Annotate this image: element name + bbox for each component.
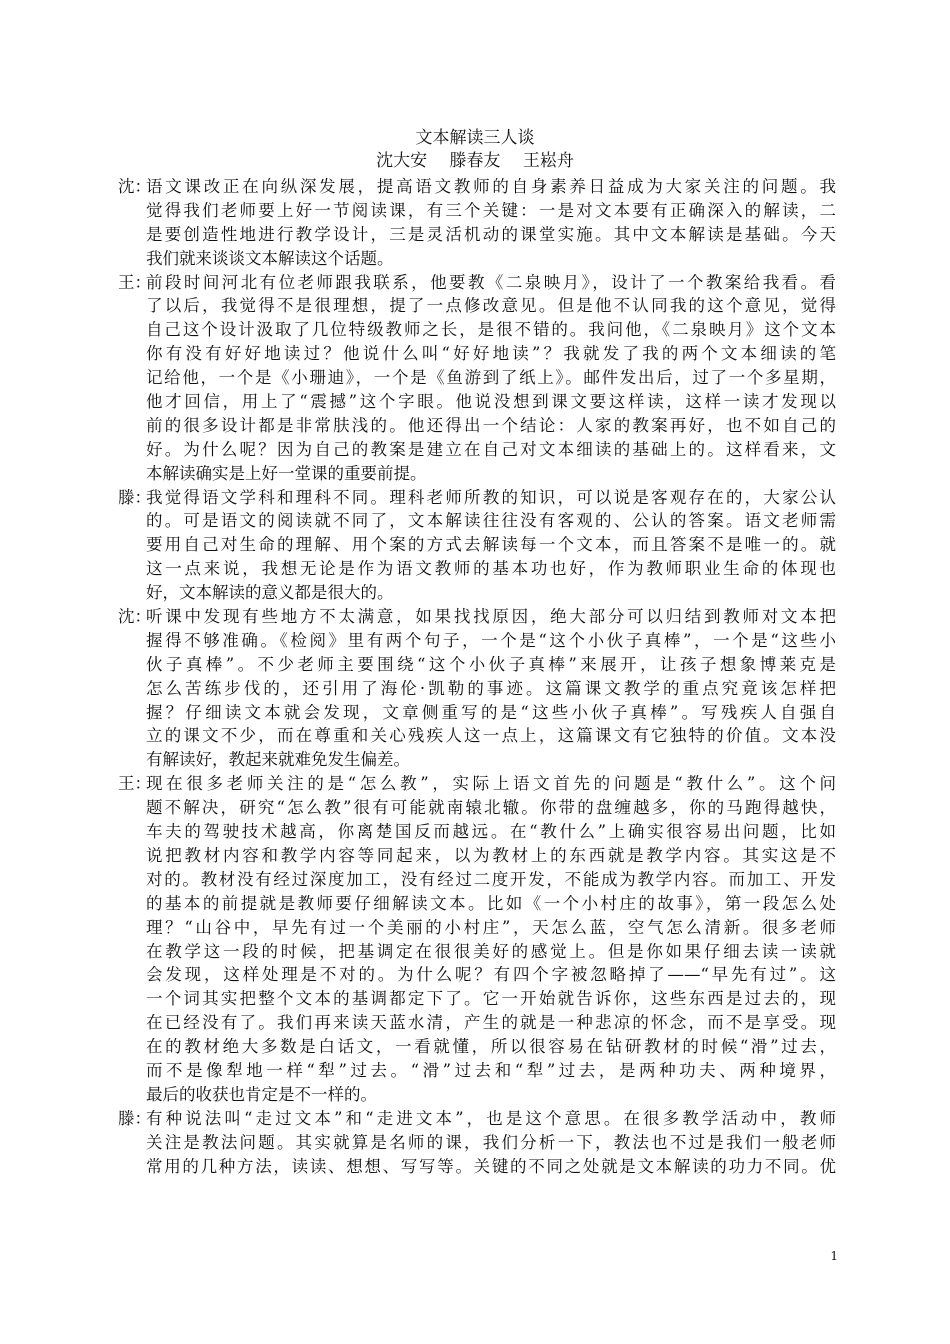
text-line: 题不解决，研究“怎么教”很有可能就南辕北辙。你带的盘缠越多，你的马跑得越快， xyxy=(146,798,836,818)
text-line: 一个词其实把整个文本的基调都定下了。它一开始就告诉你，这些东西是过去的，现 xyxy=(146,989,836,1009)
text-line: 会发现，这样处理是不对的。为什么呢？有四个字被忽略掉了——“早先有过”。这 xyxy=(146,965,836,985)
text-line: 的。可是语文的阅读就不同了，文本解读往往没有客观的、公认的答案。语文老师需 xyxy=(146,511,836,531)
dialogue-paragraph xyxy=(118,175,836,271)
document-authors: 沈大安 滕春友 王崧舟 xyxy=(376,151,574,171)
speaker-label: 王： xyxy=(118,774,151,794)
text-line: 本解读确实是上好一堂课的重要前提。 xyxy=(146,463,427,483)
text-line: 伙子真棒”。不少老师主要围绕“这个小伙子真棒”来展开，让孩子想象博莱克是 xyxy=(146,654,836,674)
text-line: 前的很多设计都是非常肤浅的。他还得出一个结论：人家的教案再好，也不如自己的 xyxy=(146,415,836,435)
text-line: 我们就来谈谈文本解读这个话题。 xyxy=(146,248,394,268)
text-line: 在教学这一段的时候，把基调定在很很美好的感觉上。但是你如果仔细去读一读就 xyxy=(146,941,836,961)
text-line: 关注是教法问题。其实就算是名师的课，我们分析一下，教法也不过是我们一般老师 xyxy=(146,1132,836,1152)
dialogue-paragraph xyxy=(118,1107,836,1179)
dialogue-paragraph xyxy=(118,605,836,772)
text-line: 常用的几种方法，读读、想想、写写等。关键的不同之处就是文本解读的功力不同。优 xyxy=(146,1156,836,1176)
text-line: 在的教材绝大多数是白话文，一看就懂，所以很容易在钻研教材的时候“滑”过去， xyxy=(146,1037,836,1057)
dialogue-paragraph xyxy=(118,772,836,1106)
text-line: 我觉得语文学科和理科不同。理科老师所教的知识，可以说是客观存在的，大家公认 xyxy=(146,487,836,507)
text-line: 你有没有好好地读过？他说什么叫“好好地读”？我就发了我的两个文本细读的笔 xyxy=(146,344,836,364)
text-line: 在已经没有了。我们再来读天蓝水清，产生的就是一种悲凉的怀念，而不是享受。现 xyxy=(146,1013,836,1033)
speaker-label: 沈： xyxy=(118,177,151,196)
text-line: 他才回信，用上了“震撼”这个字眼。他说没想到课文要这样读，这样一读才发现以 xyxy=(146,392,836,412)
speaker-label: 沈： xyxy=(118,607,151,627)
text-line: 语文课改正在向纵深发展，提高语文教师的自身素养日益成为大家关注的问题。我 xyxy=(146,177,836,196)
text-line: 前段时间河北有位老师跟我联系，他要教《二泉映月》，设计了一个教案给我看。看 xyxy=(146,272,836,292)
text-line: 自己这个设计汲取了几位特级教师之长，是很不错的。我问他，《二泉映月》这个文本 xyxy=(146,320,836,340)
paragraph-text xyxy=(146,605,836,772)
document-body xyxy=(118,175,836,1178)
text-line: 记给他，一个是《小珊迪》，一个是《鱼游到了纸上》。邮件发出后，过了一个多星期， xyxy=(146,368,836,388)
text-line: 而不是像犁地一样“犁”过去。“滑”过去和“犁”过去，是两种功夫、两种境界， xyxy=(146,1060,836,1080)
text-line: 的基本的前提就是教师要仔细解读文本。比如《一个小村庄的故事》，第一段怎么处 xyxy=(146,893,836,913)
dialogue-paragraph xyxy=(118,271,836,486)
paragraph-text xyxy=(146,271,836,486)
document-title: 文本解读三人谈 xyxy=(415,128,535,148)
text-line: 是要创造性地进行教学设计，三是灵活机动的课堂实施。其中文本解读是基础。今天 xyxy=(146,224,836,244)
text-line: 听课中发现有些地方不太满意，如果找找原因，绝大部分可以归结到教师对文本把 xyxy=(146,607,836,627)
text-line: 要用自己对生命的理解、用个案的方式去解读每一个文本，而且答案不是唯一的。就 xyxy=(146,535,836,555)
text-line: 对的。教材没有经过深度加工，没有经过二度开发，不能成为教学内容。而加工、开发 xyxy=(146,869,836,889)
text-line: 车夫的驾驶技术越高，你离楚国反而越远。在“教什么”上确实很容易出问题，比如 xyxy=(146,822,836,842)
text-line: 最后的收获也肯定是不一样的。 xyxy=(146,1084,377,1104)
text-line: 怎么苦练步伐的，还引用了海伦·凯勒的事迹。这篇课文教学的重点究竟该怎样把 xyxy=(146,678,836,698)
text-line: 好，文本解读的意义都是很大的。 xyxy=(146,583,394,603)
paragraph-text xyxy=(146,486,836,605)
speaker-label: 王： xyxy=(118,272,151,292)
speaker-label: 滕： xyxy=(118,1108,151,1128)
paragraph-text xyxy=(146,175,836,271)
paragraph-text xyxy=(146,1107,836,1179)
text-line: 理？“山谷中，早先有过一个美丽的小村庄”，天怎么蓝，空气怎么清新。很多老师 xyxy=(146,917,836,937)
dialogue-paragraph xyxy=(118,486,836,605)
text-line: 了以后，我觉得不是很理想，提了一点修改意见。但是他不认同我的这个意见，觉得 xyxy=(146,296,836,316)
text-line: 说把教材内容和教学内容等同起来，以为教材上的东西就是教学内容。其实这是不 xyxy=(146,845,836,865)
text-line: 好。为什么呢？因为自己的教案是建立在自己对文本细读的基础上的。这样看来，文 xyxy=(146,439,836,459)
text-line: 这一点来说，我想无论是作为语文教师的基本功也好，作为教师职业生命的体现也 xyxy=(146,559,836,579)
text-line: 有种说法叫“走过文本”和“走进文本”，也是这个意思。在很多教学活动中，教师 xyxy=(146,1108,836,1128)
paragraph-text xyxy=(146,772,836,1106)
text-line: 立的课文不少，而在尊重和关心残疾人这一点上，这篇课文有它独特的价值。文本没 xyxy=(146,726,836,746)
text-line: 有解读好，教起来就难免发生偏差。 xyxy=(146,750,410,770)
text-line: 握？仔细读文本就会发现，文章侧重写的是“这些小伙子真棒”。写残疾人自强自 xyxy=(146,702,836,722)
text-line: 现在很多老师关注的是“怎么教”，实际上语文首先的问题是“教什么”。这个问 xyxy=(146,774,836,794)
text-line: 觉得我们老师要上好一节阅读课，有三个关键：一是对文本要有正确深入的解读，二 xyxy=(146,200,836,220)
page-number: 1 xyxy=(830,1249,838,1263)
speaker-label: 滕： xyxy=(118,487,151,507)
text-line: 握得不够准确。《检阅》里有两个句子，一个是“这个小伙子真棒”，一个是“这些小 xyxy=(146,630,836,650)
